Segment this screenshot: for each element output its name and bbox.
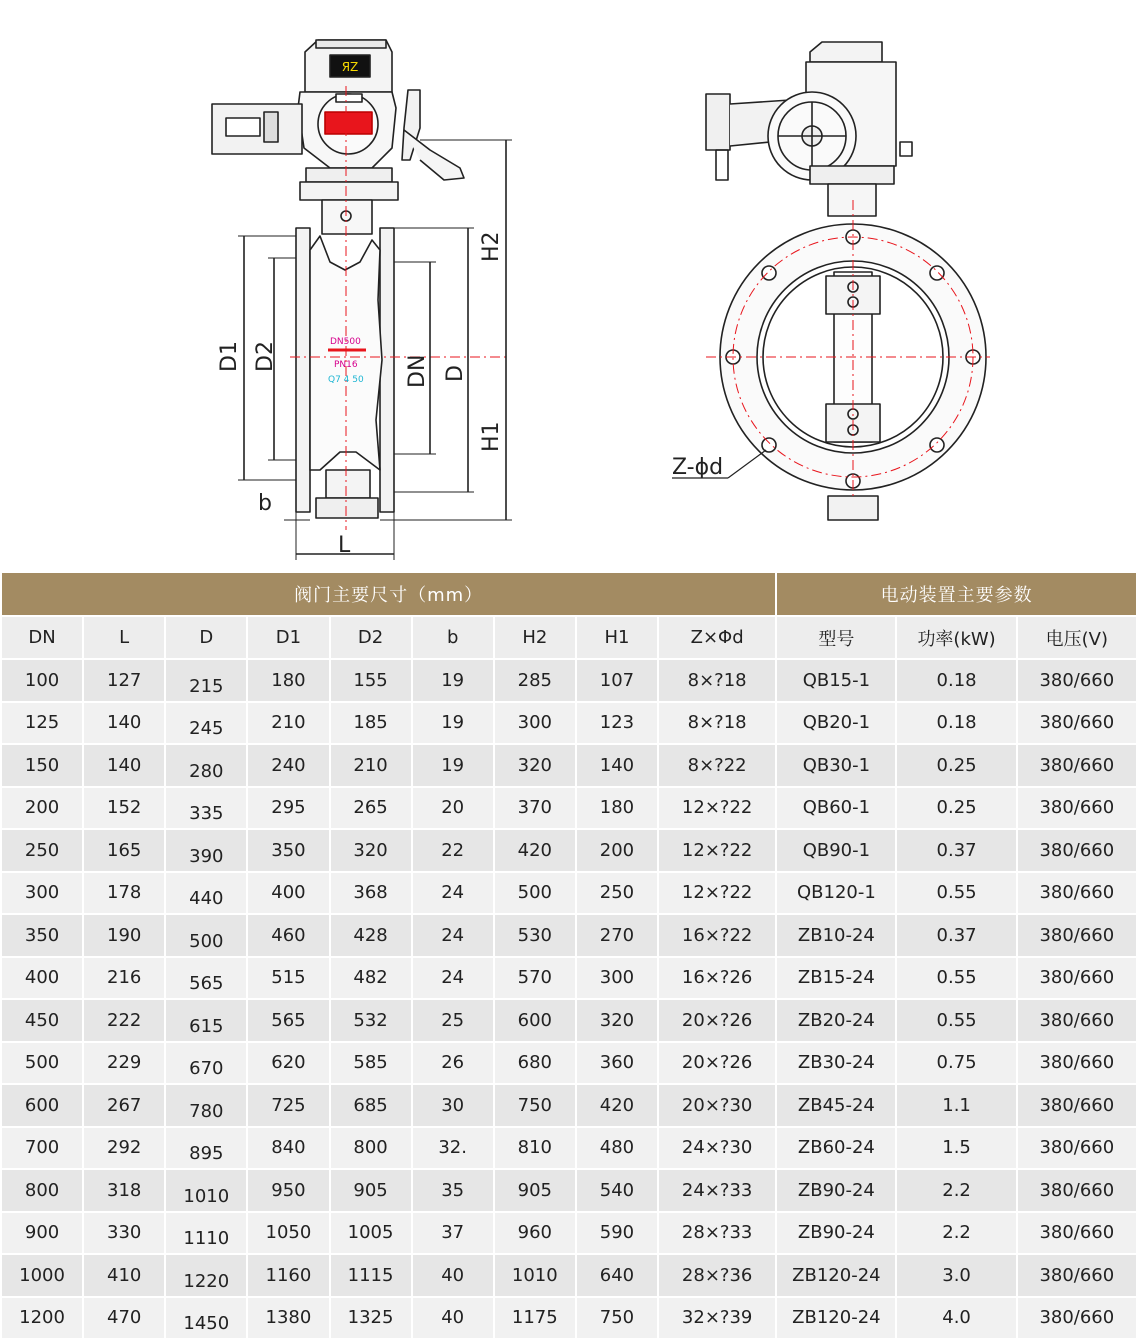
table-cell: 750 <box>495 1085 577 1128</box>
actuator-badge-text: ЯZ <box>341 60 359 74</box>
table-row <box>2 703 1138 746</box>
table-cell: 8×?18 <box>659 660 777 703</box>
dim-label-h2: H2 <box>479 231 504 262</box>
table-cell: 390 <box>166 830 248 873</box>
table-cell: 335 <box>166 788 248 831</box>
red-nameplate-icon <box>325 112 372 134</box>
table-row <box>2 788 1138 831</box>
table-cell: 450 <box>2 1000 84 1043</box>
table-cell: 670 <box>166 1043 248 1086</box>
table-cell: 152 <box>84 788 166 831</box>
table-cell: ZB45-24 <box>777 1085 897 1128</box>
table-cell: 30 <box>413 1085 495 1128</box>
table-row <box>2 1128 1138 1171</box>
table-cell: 320 <box>331 830 413 873</box>
table-cell: 24 <box>413 915 495 958</box>
table-cell: 470 <box>84 1298 166 1341</box>
table-row <box>2 1170 1138 1213</box>
table-cell: ZB120-24 <box>777 1298 897 1341</box>
table-cell: 1000 <box>2 1255 84 1298</box>
table-cell: 200 <box>577 830 659 873</box>
end-view <box>672 42 990 520</box>
dim-label-d: D <box>443 365 468 382</box>
column-header: DN <box>2 617 84 660</box>
table-cell: 320 <box>577 1000 659 1043</box>
table-row <box>2 745 1138 788</box>
table-cell: 540 <box>577 1170 659 1213</box>
table-cell: 1450 <box>166 1298 248 1341</box>
table-cell: 590 <box>577 1213 659 1256</box>
table-cell: 24 <box>413 958 495 1001</box>
table-cell: 700 <box>2 1128 84 1171</box>
table-cell: 620 <box>248 1043 330 1086</box>
table-row <box>2 915 1138 958</box>
table-cell: 565 <box>166 958 248 1001</box>
table-cell: 0.55 <box>897 873 1017 916</box>
table-cell: 165 <box>84 830 166 873</box>
table-cell: 532 <box>331 1000 413 1043</box>
table-cell: 178 <box>84 873 166 916</box>
table-cell: ZB120-24 <box>777 1255 897 1298</box>
table-cell: 12×?22 <box>659 830 777 873</box>
table-cell: 40 <box>413 1255 495 1298</box>
table-row <box>2 1213 1138 1256</box>
dim-label-z-phi-d: Z-ϕd <box>672 455 724 480</box>
column-header: D2 <box>331 617 413 660</box>
table-cell: 380/660 <box>1018 1255 1138 1298</box>
table-cell: 380/660 <box>1018 1128 1138 1171</box>
table-cell: 40 <box>413 1298 495 1341</box>
table-row <box>2 873 1138 916</box>
table-row <box>2 660 1138 703</box>
table-row <box>2 958 1138 1001</box>
column-header: D1 <box>248 617 330 660</box>
table-cell: 515 <box>248 958 330 1001</box>
table-cell: 26 <box>413 1043 495 1086</box>
table-cell: 24×?30 <box>659 1128 777 1171</box>
table-cell: ZB90-24 <box>777 1170 897 1213</box>
table-cell: 780 <box>166 1085 248 1128</box>
table-cell: 810 <box>495 1128 577 1171</box>
table-cell: 22 <box>413 830 495 873</box>
table-cell: 800 <box>2 1170 84 1213</box>
table-cell: 8×?22 <box>659 745 777 788</box>
table-cell: 0.18 <box>897 703 1017 746</box>
column-header: b <box>413 617 495 660</box>
table-cell: 350 <box>2 915 84 958</box>
column-header: Z×Φd <box>659 617 777 660</box>
table-cell: 0.37 <box>897 830 1017 873</box>
table-cell: 1050 <box>248 1213 330 1256</box>
spec-table-body <box>2 660 1138 1340</box>
table-cell: 380/660 <box>1018 1043 1138 1086</box>
table-cell: 250 <box>2 830 84 873</box>
table-cell: 960 <box>495 1213 577 1256</box>
table-cell: 20×?26 <box>659 1043 777 1086</box>
table-cell: 1110 <box>166 1213 248 1256</box>
table-cell: 1010 <box>495 1255 577 1298</box>
column-header: 功率(kW) <box>897 617 1017 660</box>
table-cell: 3.0 <box>897 1255 1017 1298</box>
front-view <box>212 40 512 560</box>
table-cell: 640 <box>577 1255 659 1298</box>
table-cell: 140 <box>577 745 659 788</box>
table-cell: 125 <box>2 703 84 746</box>
table-cell: 615 <box>166 1000 248 1043</box>
table-cell: 0.55 <box>897 958 1017 1001</box>
table-cell: 100 <box>2 660 84 703</box>
table-cell: 565 <box>248 1000 330 1043</box>
table-cell: 12×?22 <box>659 873 777 916</box>
table-cell: 2.2 <box>897 1170 1017 1213</box>
table-cell: 35 <box>413 1170 495 1213</box>
table-cell: 420 <box>577 1085 659 1128</box>
table-cell: 1380 <box>248 1298 330 1341</box>
dim-label-b: b <box>258 491 272 516</box>
dim-label-d2: D2 <box>253 341 278 372</box>
table-cell: 0.25 <box>897 745 1017 788</box>
table-cell: 20 <box>413 788 495 831</box>
table-cell: 380/660 <box>1018 660 1138 703</box>
table-cell: 216 <box>84 958 166 1001</box>
table-cell: 368 <box>331 873 413 916</box>
table-cell: QB90-1 <box>777 830 897 873</box>
table-cell: 380/660 <box>1018 703 1138 746</box>
table-cell: 190 <box>84 915 166 958</box>
table-cell: 750 <box>577 1298 659 1341</box>
column-header: H2 <box>495 617 577 660</box>
valve-drawing <box>0 0 1140 572</box>
table-cell: 210 <box>248 703 330 746</box>
table-cell: 1005 <box>331 1213 413 1256</box>
table-cell: 250 <box>577 873 659 916</box>
table-cell: 2.2 <box>897 1213 1017 1256</box>
table-cell: 240 <box>248 745 330 788</box>
table-cell: 895 <box>166 1128 248 1171</box>
table-cell: 37 <box>413 1213 495 1256</box>
table-cell: 600 <box>2 1085 84 1128</box>
table-cell: 905 <box>331 1170 413 1213</box>
table-cell: 300 <box>2 873 84 916</box>
table-cell: 0.75 <box>897 1043 1017 1086</box>
table-cell: ZB90-24 <box>777 1213 897 1256</box>
table-cell: 380/660 <box>1018 788 1138 831</box>
table-cell: ZB60-24 <box>777 1128 897 1171</box>
dim-label-dn: DN <box>405 354 430 388</box>
table-cell: 900 <box>2 1213 84 1256</box>
table-row <box>2 830 1138 873</box>
table-cell: 1.1 <box>897 1085 1017 1128</box>
table-cell: 19 <box>413 660 495 703</box>
table-cell: QB30-1 <box>777 745 897 788</box>
table-cell: 215 <box>166 660 248 703</box>
table-cell: 500 <box>166 915 248 958</box>
table-cell: 180 <box>248 660 330 703</box>
table-cell: 585 <box>331 1043 413 1086</box>
table-cell: 500 <box>2 1043 84 1086</box>
table-cell: ZB30-24 <box>777 1043 897 1086</box>
table-cell: 400 <box>248 873 330 916</box>
table-row <box>2 1000 1138 1043</box>
table-cell: 380/660 <box>1018 1213 1138 1256</box>
table-cell: 380/660 <box>1018 958 1138 1001</box>
column-header: 型号 <box>777 617 897 660</box>
table-cell: 140 <box>84 703 166 746</box>
column-header: L <box>84 617 166 660</box>
table-row <box>2 1255 1138 1298</box>
table-cell: 428 <box>331 915 413 958</box>
table-cell: 1175 <box>495 1298 577 1341</box>
table-cell: QB20-1 <box>777 703 897 746</box>
group-header-actuator: 电动装置主要参数 <box>777 573 1138 617</box>
table-cell: 1.5 <box>897 1128 1017 1171</box>
table-cell: 0.37 <box>897 915 1017 958</box>
table-cell: 1200 <box>2 1298 84 1341</box>
table-cell: 370 <box>495 788 577 831</box>
table-cell: 8×?18 <box>659 703 777 746</box>
table-cell: 4.0 <box>897 1298 1017 1341</box>
table-cell: 570 <box>495 958 577 1001</box>
column-header: 电压(V) <box>1018 617 1138 660</box>
table-cell: QB120-1 <box>777 873 897 916</box>
table-row <box>2 1085 1138 1128</box>
table-cell: 127 <box>84 660 166 703</box>
table-cell: ZB20-24 <box>777 1000 897 1043</box>
table-cell: 1010 <box>166 1170 248 1213</box>
table-cell: 19 <box>413 745 495 788</box>
table-cell: 270 <box>577 915 659 958</box>
table-cell: 20×?30 <box>659 1085 777 1128</box>
table-cell: 24 <box>413 873 495 916</box>
table-cell: 0.55 <box>897 1000 1017 1043</box>
spec-table <box>2 573 1138 1340</box>
dim-label-h1: H1 <box>479 421 504 452</box>
table-cell: 200 <box>2 788 84 831</box>
group-header-dimensions: 阀门主要尺寸（mm） <box>2 573 777 617</box>
table-cell: 530 <box>495 915 577 958</box>
table-cell: 24×?33 <box>659 1170 777 1213</box>
table-cell: 685 <box>331 1085 413 1128</box>
table-cell: ZB10-24 <box>777 915 897 958</box>
spec-table-wrap <box>2 573 1138 1340</box>
table-cell: 380/660 <box>1018 873 1138 916</box>
table-cell: 600 <box>495 1000 577 1043</box>
table-cell: 19 <box>413 703 495 746</box>
table-cell: 800 <box>331 1128 413 1171</box>
table-cell: 285 <box>495 660 577 703</box>
table-cell: 318 <box>84 1170 166 1213</box>
table-cell: 25 <box>413 1000 495 1043</box>
table-cell: 330 <box>84 1213 166 1256</box>
table-cell: 222 <box>84 1000 166 1043</box>
table-cell: 185 <box>331 703 413 746</box>
table-row <box>2 1298 1138 1341</box>
dim-label-l: L <box>338 533 351 558</box>
column-header: H1 <box>577 617 659 660</box>
table-cell: 123 <box>577 703 659 746</box>
table-cell: 295 <box>248 788 330 831</box>
table-cell: 380/660 <box>1018 1298 1138 1341</box>
table-cell: 107 <box>577 660 659 703</box>
table-cell: 155 <box>331 660 413 703</box>
table-cell: 12×?22 <box>659 788 777 831</box>
table-cell: 265 <box>331 788 413 831</box>
table-cell: 300 <box>495 703 577 746</box>
table-cell: ZB15-24 <box>777 958 897 1001</box>
table-cell: 245 <box>166 703 248 746</box>
table-cell: 380/660 <box>1018 745 1138 788</box>
table-cell: 460 <box>248 915 330 958</box>
table-cell: 267 <box>84 1085 166 1128</box>
table-cell: 300 <box>577 958 659 1001</box>
table-cell: 380/660 <box>1018 830 1138 873</box>
table-cell: 350 <box>248 830 330 873</box>
table-cell: 440 <box>166 873 248 916</box>
callout-pressure: PN16 <box>334 360 358 370</box>
table-cell: QB60-1 <box>777 788 897 831</box>
table-cell: 16×?26 <box>659 958 777 1001</box>
table-cell: 420 <box>495 830 577 873</box>
table-cell: 180 <box>577 788 659 831</box>
table-row <box>2 1043 1138 1086</box>
table-cell: 1160 <box>248 1255 330 1298</box>
table-cell: 320 <box>495 745 577 788</box>
table-cell: 400 <box>2 958 84 1001</box>
table-cell: 1115 <box>331 1255 413 1298</box>
dim-label-d1: D1 <box>217 341 242 372</box>
table-cell: 210 <box>331 745 413 788</box>
table-cell: QB15-1 <box>777 660 897 703</box>
table-cell: 1220 <box>166 1255 248 1298</box>
table-cell: 840 <box>248 1128 330 1171</box>
table-cell: 20×?26 <box>659 1000 777 1043</box>
table-cell: 905 <box>495 1170 577 1213</box>
table-cell: 680 <box>495 1043 577 1086</box>
table-cell: 380/660 <box>1018 915 1138 958</box>
table-cell: 950 <box>248 1170 330 1213</box>
table-cell: 380/660 <box>1018 1170 1138 1213</box>
column-header-row <box>2 617 1138 660</box>
table-cell: 725 <box>248 1085 330 1128</box>
table-cell: 140 <box>84 745 166 788</box>
table-cell: 480 <box>577 1128 659 1171</box>
table-cell: 0.25 <box>897 788 1017 831</box>
table-cell: 28×?33 <box>659 1213 777 1256</box>
table-cell: 280 <box>166 745 248 788</box>
table-cell: 150 <box>2 745 84 788</box>
table-cell: 482 <box>331 958 413 1001</box>
table-cell: 28×?36 <box>659 1255 777 1298</box>
table-cell: 360 <box>577 1043 659 1086</box>
table-cell: 380/660 <box>1018 1000 1138 1043</box>
table-cell: 1325 <box>331 1298 413 1341</box>
table-cell: 380/660 <box>1018 1085 1138 1128</box>
callout-nominal: DN500 <box>330 337 361 347</box>
table-cell: 0.18 <box>897 660 1017 703</box>
table-cell: 32. <box>413 1128 495 1171</box>
table-cell: 16×?22 <box>659 915 777 958</box>
column-header: D <box>166 617 248 660</box>
table-cell: 229 <box>84 1043 166 1086</box>
table-cell: 410 <box>84 1255 166 1298</box>
table-cell: 292 <box>84 1128 166 1171</box>
table-cell: 500 <box>495 873 577 916</box>
table-cell: 32×?39 <box>659 1298 777 1341</box>
callout-model: Q7 4 50 <box>328 375 364 385</box>
